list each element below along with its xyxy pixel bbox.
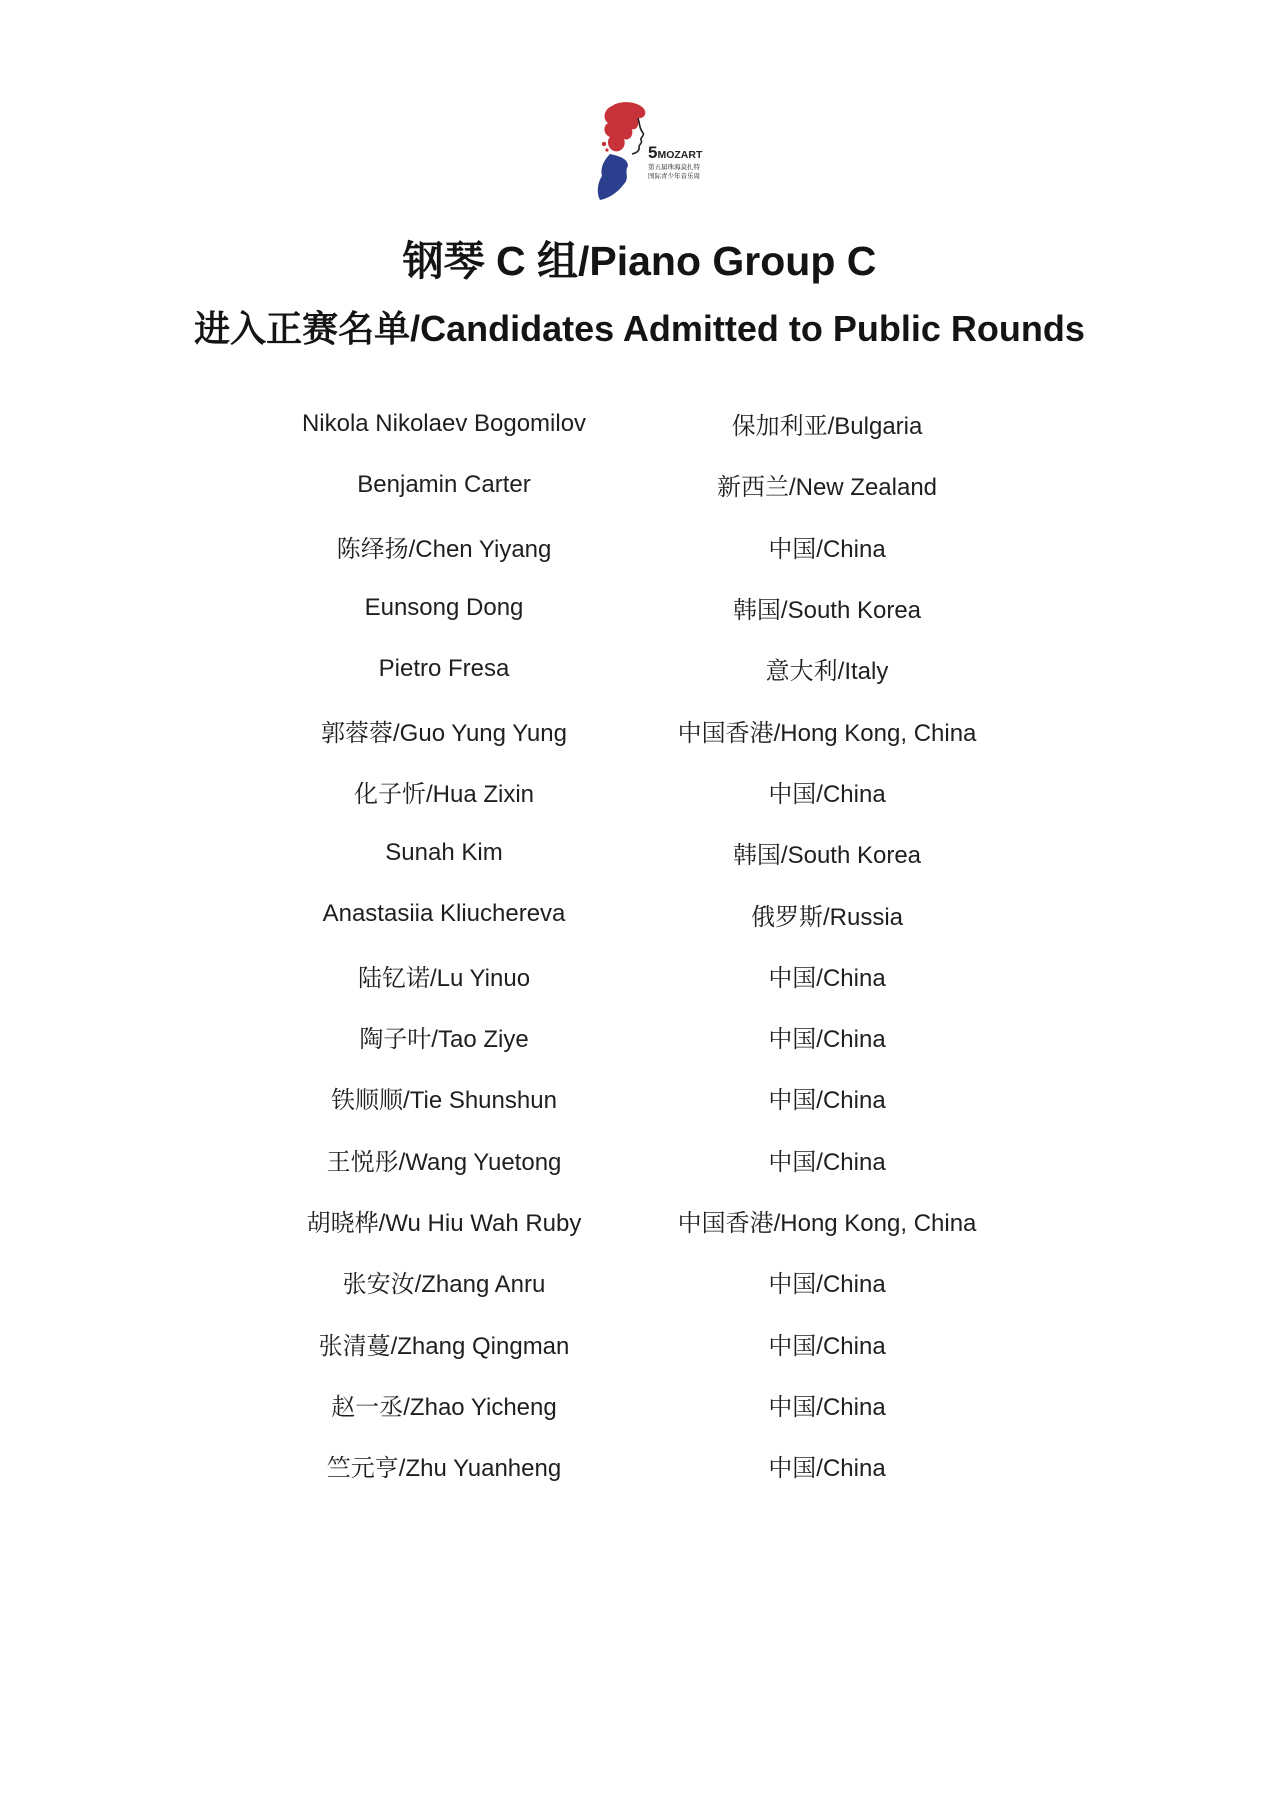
candidate-name: 张安汝/Zhang Anru [342, 1271, 546, 1299]
candidate-country: 俄罗斯/Russia [750, 903, 904, 931]
logo-name: MOZART [657, 149, 703, 161]
candidate-country: 中国/China [768, 1393, 886, 1421]
candidate-name: Eunsong Dong [364, 593, 524, 621]
candidate-country: 中国/China [768, 1271, 886, 1299]
candidate-name: 竺元亨/Zhu Yuanheng [326, 1455, 562, 1483]
candidate-country: 意大利/Italy [765, 658, 889, 686]
candidate-row [254, 577, 1020, 638]
mozart-festival-logo [592, 100, 704, 206]
candidate-row [254, 822, 1020, 883]
candidate-name: 张清蔓/Zhang Qingman [318, 1332, 570, 1360]
candidate-country: 中国/China [768, 535, 886, 563]
candidate-name: 化子忻/Hua Zixin [353, 780, 535, 808]
candidate-name: Nikola Nikolaev Bogomilov [301, 409, 587, 437]
candidate-country: 韩国/South Korea [732, 842, 922, 870]
candidate-row [254, 1006, 1020, 1067]
candidate-row [254, 1374, 1020, 1435]
candidate-row [254, 699, 1020, 760]
candidate-row [254, 1129, 1020, 1190]
candidate-name: Benjamin Carter [357, 470, 531, 498]
candidate-country: 中国/China [768, 1455, 886, 1483]
candidate-row [254, 1435, 1020, 1496]
candidate-country: 中国/China [768, 1087, 886, 1115]
candidate-country: 中国/China [768, 1148, 886, 1176]
candidate-name: Pietro Fresa [378, 654, 510, 682]
candidate-country: 中国香港/Hong Kong, China [677, 1210, 977, 1237]
candidate-row [254, 1190, 1020, 1251]
logo-hair-dot [605, 148, 608, 151]
candidate-row [254, 1067, 1020, 1128]
candidate-name: 郭蓉蓉/Guo Yung Yung [321, 719, 567, 747]
candidate-name: 陆钇诺/Lu Yinuo [357, 964, 531, 992]
logo-hair-shape [604, 102, 645, 151]
logo-caption-line2: 国际青少年音乐周 [648, 173, 700, 180]
candidate-name: 陶子叶/Tao Ziye [359, 1026, 529, 1054]
candidate-row [254, 1251, 1020, 1312]
candidate-name: 赵一丞/Zhao Yicheng [331, 1393, 557, 1421]
candidate-name: Sunah Kim [385, 838, 503, 866]
candidate-row [254, 638, 1020, 699]
page-subtitle: 进入正赛名单/Candidates Admitted to Public Rounds [194, 308, 1085, 349]
candidate-country: 中国/China [768, 1332, 886, 1360]
candidate-country: 中国/China [768, 964, 886, 992]
candidate-row [254, 516, 1020, 577]
logo-hair-dot [602, 142, 606, 146]
candidate-row [254, 454, 1020, 515]
candidate-row [254, 883, 1020, 944]
candidate-row [254, 945, 1020, 1006]
candidate-country: 中国/China [768, 780, 886, 808]
candidate-row [254, 761, 1020, 822]
logo-body-shape [598, 154, 628, 200]
candidate-name: Anastasiia Kliuchereva [322, 900, 566, 928]
candidate-country: 韩国/South Korea [732, 597, 922, 625]
candidate-country: 保加利亚/Bulgaria [731, 413, 923, 441]
logo-wordmark [648, 143, 703, 162]
candidate-country: 中国/China [768, 1026, 886, 1054]
candidate-row [254, 393, 1020, 454]
candidate-name: 陈绎扬/Chen Yiyang [336, 535, 552, 563]
page-title: 钢琴 C 组/Piano Group C [402, 238, 877, 284]
logo-number: 5 [648, 143, 658, 162]
candidate-name: 胡晓桦/Wu Hiu Wah Ruby [306, 1210, 582, 1237]
candidate-row [254, 1312, 1020, 1373]
candidate-country: 新西兰/New Zealand [716, 474, 938, 502]
candidates-list [254, 393, 1020, 1496]
candidate-name: 铁顺顺/Tie Shunshun [331, 1087, 557, 1115]
logo-caption-line1: 第五届珠海莫扎特 [648, 164, 700, 171]
candidate-country: 中国香港/Hong Kong, China [677, 719, 977, 747]
candidate-name: 王悦彤/Wang Yuetong [326, 1148, 562, 1176]
